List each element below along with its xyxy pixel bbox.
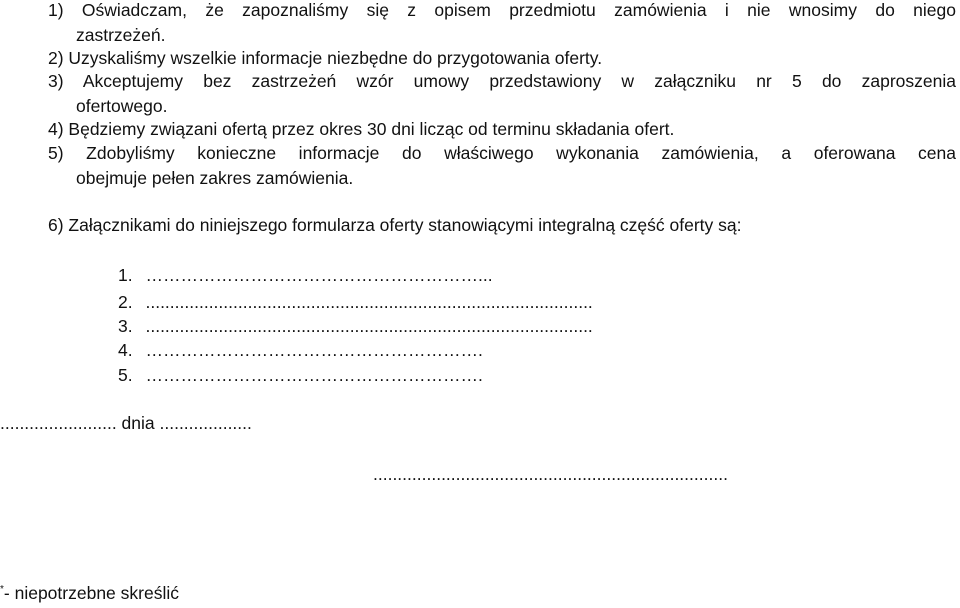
- attachment-item: [118, 318, 593, 336]
- attachment-item: [118, 342, 483, 360]
- attachment-number: 3.: [118, 316, 133, 336]
- declaration-item-4: 4) Będziemy związani ofertą przez okres 30 dni licząc od terminu składania ofert.: [48, 119, 675, 139]
- declaration-item-2: 2) Uzyskaliśmy wszelkie informacje niezbędne do przygotowania oferty.: [48, 48, 603, 68]
- attachment-number: 1.: [118, 265, 133, 285]
- attachment-item: [118, 294, 593, 312]
- declaration-item-6: 6) Załącznikami do niniejszego formularza oferty stanowiącymi integralną część oferty są:: [48, 215, 742, 235]
- attachment-number: 2.: [118, 292, 133, 312]
- attachment-blank-line: ............................................................................................: [145, 316, 593, 336]
- declaration-item-1-line-1: 1) Oświadczam, że zapoznaliśmy się z opisem przedmiotu zamówienia i nie wnosimy do niego: [48, 0, 956, 20]
- footnote-text: - niepotrzebne skreślić: [3, 583, 179, 603]
- attachment-blank-line: ………………………………………………….: [145, 365, 483, 385]
- declaration-item-5-line-2: obejmuje pełen zakres zamówienia.: [76, 168, 354, 188]
- attachment-blank-line: ............................................................................................: [145, 292, 593, 312]
- attachment-blank-line: ………………………………………………….: [145, 340, 483, 360]
- declaration-item-5-line-1: 5) Zdobyliśmy konieczne informacje do właściwego wykonania zamówienia, a oferowana cena: [48, 143, 956, 163]
- declaration-item-3-line-1: 3) Akceptujemy bez zastrzeżeń wzór umowy przedstawiony w załączniku nr 5 do zaproszenia: [48, 71, 956, 91]
- attachment-blank-line: …………………………………………………...: [145, 265, 493, 285]
- date-line: ........................ dnia ...................: [0, 413, 252, 433]
- declaration-item-3-line-2: ofertowego.: [76, 96, 168, 116]
- footnote: [0, 585, 179, 603]
- attachment-item: [118, 367, 483, 385]
- declaration-item-1-line-2: zastrzeżeń.: [76, 25, 166, 45]
- signature-line: .........................................................................: [373, 464, 728, 484]
- attachment-item: [118, 267, 493, 285]
- attachment-number: 4.: [118, 340, 133, 360]
- attachment-number: 5.: [118, 365, 133, 385]
- footnote-mark: *: [0, 584, 4, 595]
